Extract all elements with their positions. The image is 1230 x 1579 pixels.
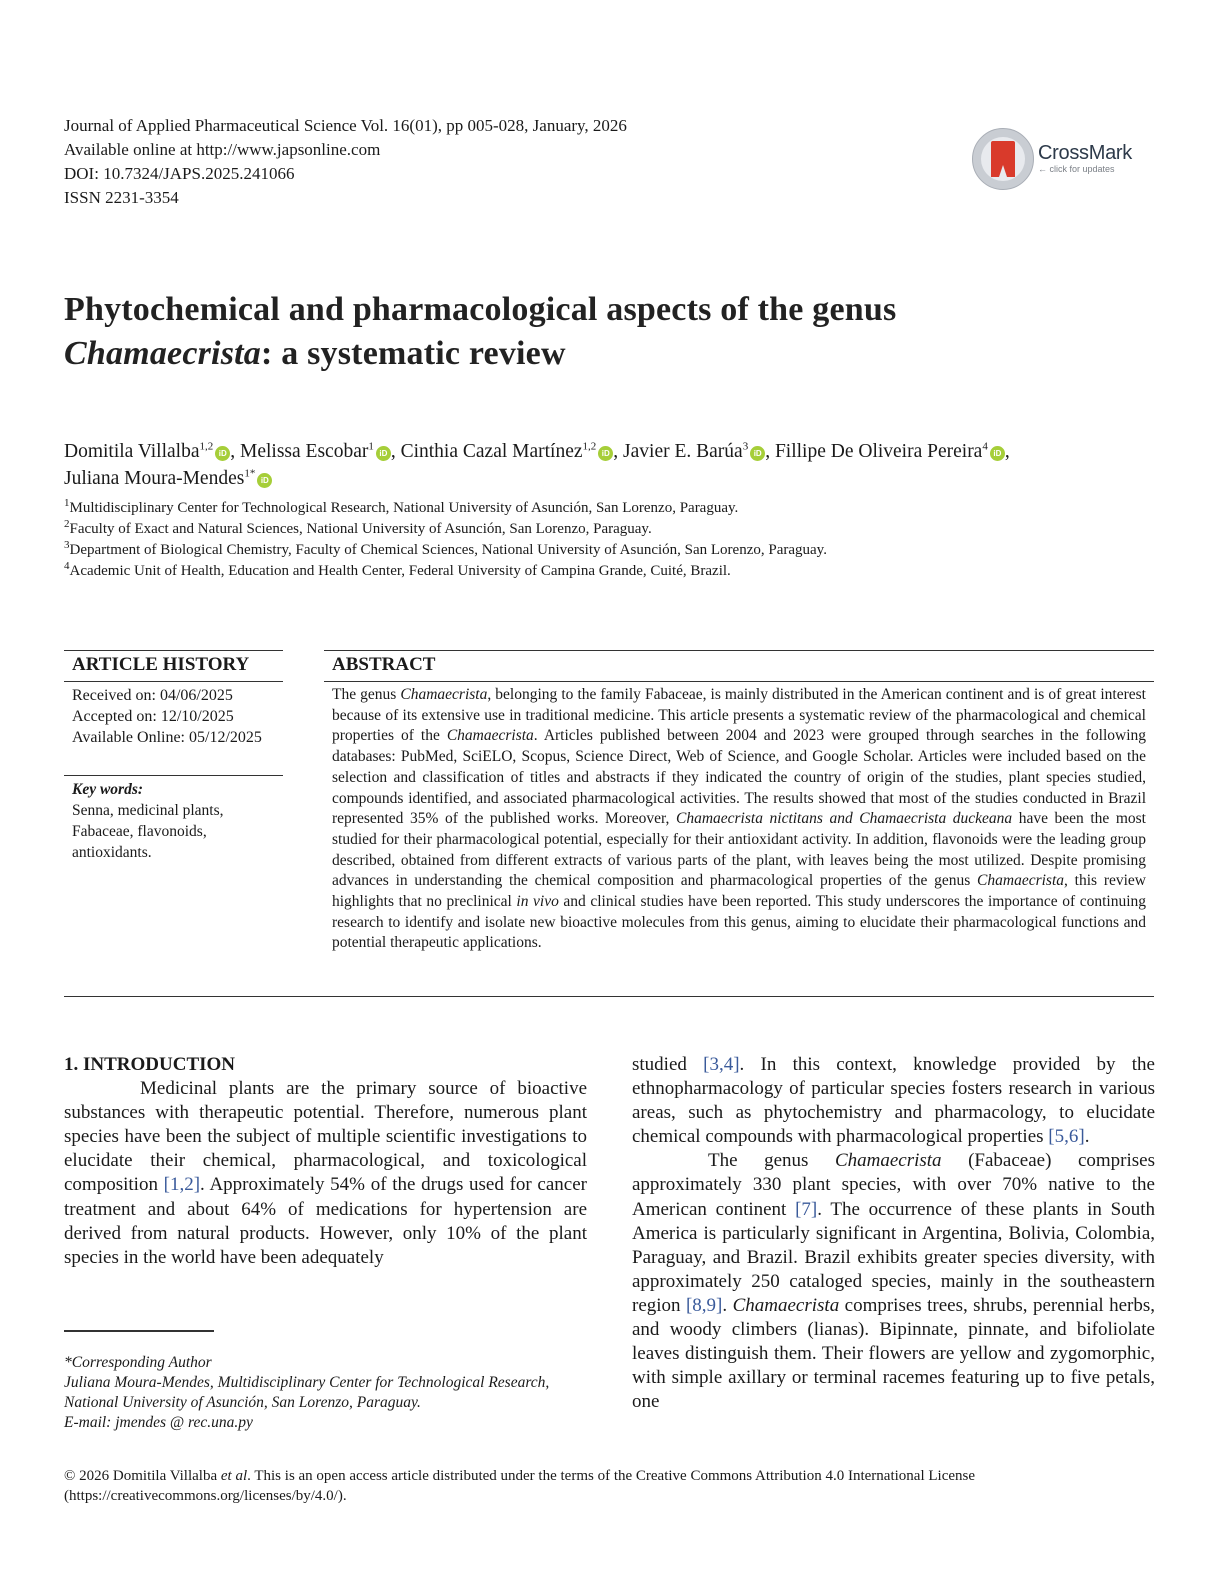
article-history <box>72 685 262 748</box>
paragraph: The genus Chamaecrista (Fabaceae) comprises approximately 330 plant species, with over 70% native to the American continent [7]. The occurrence of these plants in South America is particularly significant in Argentina, Bolivia, Colombia, Paraguay, and Brazil. Brazil exhibits greater species diversity, with approximately 250 cataloged species, mainly in the southeastern region [8,9]. Chamaecrista comprises trees, shrubs, perennial herbs, and woody climbers (lianas). Bipinnate, pinnate, and bifoliolate leaves distinguish them. Their flowers are yellow and zygomorphic, with simple axillary or terminal racemes featuring up to five petals, one <box>632 1150 1156 1413</box>
citation-link[interactable]: [3,4] <box>703 1054 740 1075</box>
received-date: Received on: 04/06/2025 <box>72 687 233 704</box>
citation-link[interactable]: [1,2] <box>163 1174 201 1196</box>
title-line-2: Chamaecrista: a systematic review <box>64 335 566 372</box>
crossmark-badge[interactable] <box>972 128 1142 190</box>
keywords-heading: Key words: <box>72 781 144 798</box>
author: Javier E. Barúa$^3$iD <box>623 441 765 462</box>
keyword-line: antioxidants. <box>72 844 152 861</box>
corresponding-author <box>64 1353 584 1433</box>
abstract-heading: ABSTRACT <box>332 654 436 675</box>
author: Cinthia Cazal Martínez$^{1,2}$iD <box>401 441 614 462</box>
title-line-1: Phytochemical and pharmacological aspects of the genus <box>64 291 897 328</box>
intro-column-right <box>632 1053 1155 1414</box>
keyword-line: Fabaceae, flavonoids, <box>72 823 207 840</box>
keywords <box>72 779 224 863</box>
abstract-text: The genus Chamaecrista, belonging to the family Fabaceae, is mainly distributed in the American continent and is of great interest because of its extensive use in traditional medicine. This article presents a systematic review of the pharmacological and chemical properties of the Chamaecrista. Articles published between 2004 and 2023 were grouped through searches in the following databases: PubMed, SciELO, Scopus, Science Direct, Web of Science, and Google Scholar. Articles were included based on the selection and classification of titles and abstracts if they indicated the country of origin of the studies, plant species studied, compounds identified, and associated pharmacological activities. The results showed that most of the studies conducted in Brazil represented 35% of the published works. Moreover, Chamaecrista nictitans and Chamaecrista duckeana have been the most studied for their pharmacological potential, especially for their antioxidant activity. In addition, flavonoids were the leading group described, obtained from different extracts of various parts of the plant, with leaves being the most utilized. Despite promising advances in understanding the chemical composition and pharmacological properties of the genus Chamaecrista, this review highlights that no preclinical in vivo and clinical studies have been reported. This study underscores the importance of continuing research to identify and isolate new bioactive molecules from this genus, aiming to elucidate their pharmacological functions and potential therapeutic applications. <box>332 686 1147 952</box>
keyword-line: Senna, medicinal plants, <box>72 802 224 819</box>
author: Domitila Villalba$^{1,2}$iD <box>64 441 230 462</box>
crossmark-icon <box>972 128 1034 190</box>
author: Fillipe De Oliveira Pereira$^4$iD <box>775 441 1005 462</box>
paragraph: studied [3,4]. In this context, knowledge provided by the ethnopharmacology of particular species fosters research in various areas, such as phytochemistry and pharmacology, to elucidate chemical compounds with pharmacological properties [5,6]. <box>632 1054 1155 1148</box>
divider <box>64 650 283 651</box>
journal-citation: Journal of Applied Pharmaceutical Science Vol. 16(01), pp 005-028, January, 2026 <box>64 116 627 135</box>
journal-website[interactable]: Available online at http://www.japsonline.com <box>64 140 381 159</box>
orcid-icon[interactable]: iD <box>990 446 1005 461</box>
orcid-icon[interactable]: iD <box>257 473 272 488</box>
affiliation-list <box>64 498 827 582</box>
crossmark-sublabel: ← click for updates <box>1038 164 1115 174</box>
footnote-divider <box>64 1330 214 1332</box>
article-history-heading: ARTICLE HISTORY <box>72 654 250 675</box>
author: Juliana Moura-Mendes$^{1*}$iD <box>64 468 272 489</box>
citation-link[interactable]: [5,6] <box>1048 1126 1085 1148</box>
author-list: Domitila Villalba$^{1,2}$iD , Melissa Escobar$^1$iD , Cinthia Cazal Martínez$^{1,2}$iD , Javier E. Barúa$^3$iD , Fillipe De Oliveira Pereira$^4$iD , Juliana Moura-Mendes$^{1*}$iD <box>64 440 1010 489</box>
orcid-icon[interactable]: iD <box>750 446 765 461</box>
divider <box>324 650 1154 651</box>
author: Melissa Escobar$^1$iD <box>240 441 391 462</box>
corresponding-label: *Corresponding Author <box>64 1354 212 1371</box>
online-date: Available Online: 05/12/2025 <box>72 729 262 746</box>
corresponding-email[interactable]: E-mail: jmendes @ rec.una.py <box>64 1414 253 1431</box>
citation-link[interactable]: [7] <box>795 1198 818 1220</box>
divider <box>64 681 283 682</box>
divider <box>324 681 1154 682</box>
citation-link[interactable]: [8,9] <box>685 1294 723 1316</box>
affiliation: $^1$Multidisciplinary Center for Technological Research, National University of Asunción, San Lorenzo, Paraguay. <box>64 497 739 516</box>
orcid-icon[interactable]: iD <box>376 446 391 461</box>
orcid-icon[interactable]: iD <box>215 446 230 461</box>
divider <box>64 996 1154 997</box>
affiliation: $^4$Academic Unit of Health, Education and Health Center, Federal University of Campina Grande, Cuité, Brazil. <box>64 560 731 579</box>
intro-column-left <box>64 1053 587 1270</box>
affiliation: $^2$Faculty of Exact and Natural Sciences, National University of Asunción, San Lorenzo, Paraguay. <box>64 518 652 537</box>
accepted-date: Accepted on: 12/10/2025 <box>72 708 234 725</box>
journal-header <box>64 114 627 210</box>
journal-doi: DOI: 10.7324/JAPS.2025.241066 <box>64 164 295 183</box>
section-heading: 1. INTRODUCTION <box>64 1054 236 1075</box>
orcid-icon[interactable]: iD <box>598 446 613 461</box>
paragraph: Medicinal plants are the primary source of bioactive substances with therapeutic potential. Therefore, numerous plant species have been the subject of multiple scientific investigations to elucidate their chemical, pharmacological, and toxicological composition [1,2]. Approximately 54% of the drugs used for cancer treatment and about 64% of medications for hypertension are derived from natural products. However, only 10% of the plant species in the world have been adequately <box>64 1078 587 1268</box>
corresponding-text: Juliana Moura-Mendes, Multidisciplinary Center for Technological Research, National University of Asunción, San Lorenzo, Paraguay. <box>64 1374 550 1411</box>
divider <box>64 775 283 776</box>
affiliation: $^3$Department of Biological Chemistry, Faculty of Chemical Sciences, National University of Asunción, San Lorenzo, Paraguay. <box>64 539 827 558</box>
article-title <box>64 288 896 376</box>
journal-issn: ISSN 2231-3354 <box>64 188 179 207</box>
license-footer: © 2026 Domitila Villalba et al. This is an open access article distributed under the terms of the Creative Commons Attribution 4.0 International License (https://creativecommons.org/licenses/by/4.0/). <box>64 1468 975 1504</box>
crossmark-label: CrossMark <box>1038 142 1132 164</box>
